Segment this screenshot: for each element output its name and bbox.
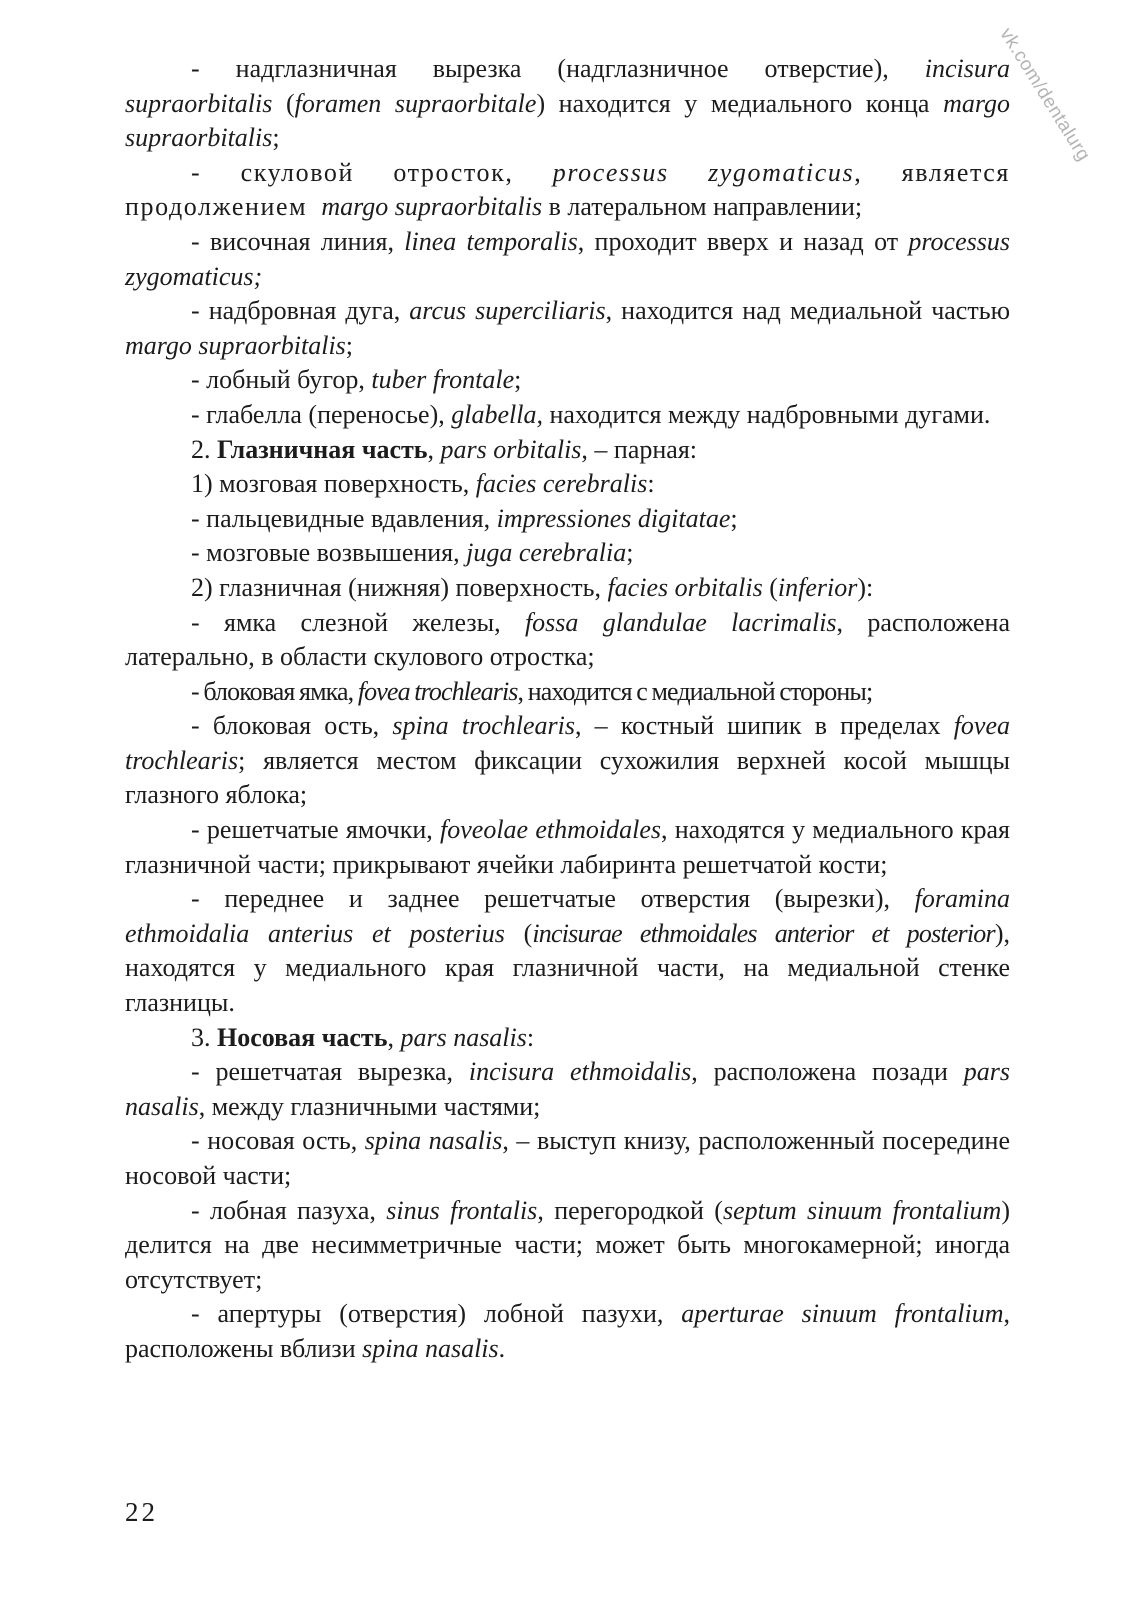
paragraph-impressiones-digitatae <box>125 502 1010 537</box>
latin-term: spina trochlearis <box>392 711 575 741</box>
text-run: - переднее и заднее решетчатые отверстия (вырезки), <box>191 884 915 914</box>
paragraph-foveolae-ethmoidales <box>125 813 1010 882</box>
latin-term: inferior <box>777 572 858 602</box>
text-run: - лобная пазуха, <box>191 1195 387 1225</box>
text-run: - блоковая ость, <box>191 711 393 741</box>
text-run: , является продолжением <box>125 157 1010 222</box>
text-run: : <box>526 1022 535 1052</box>
text-run: , – выступ книзу, расположенный посередине носовой части; <box>125 1126 1010 1190</box>
paragraph-spina-nasalis <box>125 1124 1010 1193</box>
heading-pars-orbitalis <box>125 433 1010 468</box>
text-run: - височная линия, <box>191 226 405 256</box>
latin-term: processus zygomaticus; <box>125 226 1010 291</box>
text-run: находится между надбровными дугами. <box>542 399 991 429</box>
latin-term: fovea trochlearis <box>357 676 518 706</box>
latin-term: arcus superciliaris <box>409 296 606 326</box>
latin-term: margo supraorbitalis <box>125 88 1010 153</box>
text-run: ( <box>762 572 778 602</box>
paragraph-glabella <box>125 398 1010 433</box>
text-run: ) находится у медиального конца <box>536 88 944 118</box>
text-run: - мозговые возвышения, <box>191 538 467 568</box>
latin-term: septum sinuum frontalium <box>722 1195 1002 1225</box>
latin-term: spina nasalis <box>364 1126 503 1156</box>
text-run: - скуловой отросток, <box>191 157 553 187</box>
text-run: ( <box>504 918 533 948</box>
paragraph-incisura-ethmoidalis <box>125 1055 1010 1124</box>
latin-term: incisura ethmoidalis <box>468 1057 692 1087</box>
latin-term: incisurae ethmoidales anterior et posterior <box>532 918 995 948</box>
text-run: : <box>647 469 655 499</box>
text-run: 2) глазничная (нижняя) поверхность, <box>191 572 608 602</box>
latin-term: fovea trochlearis <box>125 711 1010 775</box>
text-run: . <box>498 1333 506 1363</box>
latin-term: aperturae sinuum frontalium <box>681 1299 1004 1329</box>
text-run: ( <box>272 88 295 118</box>
paragraph-sinus-frontalis <box>125 1194 1010 1298</box>
section-heading: Глазничная часть <box>217 434 428 464</box>
latin-term: impressiones digitatae <box>496 503 731 533</box>
latin-term: pars nasalis <box>125 1057 1010 1121</box>
heading-pars-nasalis <box>125 1021 1010 1056</box>
page-number: 22 <box>125 1497 158 1527</box>
paragraph-spina-trochlearis <box>125 709 1010 813</box>
text-run: - носовая ость, <box>191 1126 365 1156</box>
paragraph-fovea-trochlearis <box>125 675 1010 710</box>
text-run: - апертуры (отверстия) лобной пазухи, <box>191 1299 682 1329</box>
text-run: - ямка слезной железы, <box>191 607 525 637</box>
latin-term: facies orbitalis <box>607 572 763 602</box>
latin-term: juga cerebralia <box>466 538 627 568</box>
paragraph-facies-cerebralis <box>125 467 1010 502</box>
latin-term: linea temporalis <box>404 226 578 256</box>
text-run: ; <box>730 503 738 533</box>
latin-term: foveolae ethmoidales <box>440 815 661 845</box>
latin-term: tuber frontale <box>371 365 515 395</box>
paragraph-processus-zygomaticus <box>125 156 1010 225</box>
text-run: , расположена латерально, в области скулового отростка; <box>125 607 1010 672</box>
text-run: , находятся у медиального края глазничной части; прикрывают ячейки лабиринта решетчатой кости; <box>125 815 1011 879</box>
page-body-text <box>125 52 1010 1367</box>
text-run: ): <box>857 572 874 602</box>
text-run: , находится над медиальной частью <box>605 296 1010 326</box>
text-run: , между глазничными частями; <box>198 1091 541 1121</box>
latin-term: sinus frontalis <box>386 1195 538 1225</box>
text-run: - решетчатые ямочки, <box>191 815 441 845</box>
text-run: , <box>387 1022 401 1052</box>
text-run: в латеральном направлении; <box>542 192 863 222</box>
text-run: ; <box>345 330 354 360</box>
latin-term: margo supraorbitalis <box>125 330 346 360</box>
text-run: - лобный бугор, <box>191 365 372 395</box>
paragraph-foramina-ethmoidalia <box>125 882 1010 1020</box>
text-run: , расположена позади <box>691 1057 964 1087</box>
text-run: ) делится на две несимметричные части; может быть многокамерной; иногда отсутствует; <box>125 1195 1010 1294</box>
latin-term: fossa glandulae lacrimalis <box>524 607 837 637</box>
paragraph-linea-temporalis <box>125 225 1010 294</box>
latin-term: incisura supraorbitalis <box>125 54 1010 118</box>
paragraph-juga-cerebralia <box>125 536 1010 571</box>
text-run: 1) мозговая поверхность, <box>191 469 476 499</box>
latin-term: glabella, <box>451 399 543 429</box>
latin-term: margo supraorbitalis <box>321 192 543 222</box>
text-run: - блоковая ямка, <box>191 676 358 706</box>
paragraph-fossa-glandulae-lacrimalis <box>125 606 1010 675</box>
text-run: 3. <box>191 1022 217 1052</box>
text-run: ; <box>514 365 522 395</box>
watermark-text: vk.com/dentalurg <box>995 24 1095 166</box>
paragraph-incisura-supraorbitalis <box>125 52 1010 156</box>
latin-term: foramen supraorbitale <box>294 88 537 118</box>
text-run: ; <box>272 123 280 153</box>
section-heading: Носовая часть <box>217 1022 388 1052</box>
text-run: ), находятся у медиального края глазничной части, на медиальной стенке глазницы. <box>125 918 1010 1018</box>
text-run: , расположены вблизи <box>125 1299 1011 1363</box>
text-run: ; <box>626 538 634 568</box>
text-run: , перегородкой ( <box>537 1195 723 1225</box>
text-run: - надглазничная вырезка (надглазничное отверстие), <box>191 54 925 83</box>
text-run: - надбровная дуга, <box>191 296 410 326</box>
text-run: 2. <box>191 434 217 464</box>
text-run: - решетчатая вырезка, <box>191 1057 469 1087</box>
text-run: , – костный шипик в пределах <box>575 711 954 741</box>
paragraph-arcus-superciliaris <box>125 294 1010 363</box>
latin-term: pars nasalis <box>400 1022 527 1052</box>
latin-term: spina nasalis <box>362 1333 499 1363</box>
paragraph-aperturae-sinuum <box>125 1297 1010 1366</box>
latin-term: processus zygomaticus <box>552 157 855 187</box>
paragraph-tuber-frontale <box>125 363 1010 398</box>
paragraph-facies-orbitalis <box>125 571 1010 606</box>
text-run: , находится с медиальной стороны; <box>517 676 873 706</box>
latin-term: facies cerebralis <box>475 469 648 499</box>
latin-term: pars orbitalis <box>440 434 582 464</box>
text-run: , <box>427 434 441 464</box>
text-run: - пальцевидные вдавления, <box>191 503 497 533</box>
text-run: - глабелла (переносье), <box>191 399 452 429</box>
text-run: , проходит вверх и назад от <box>577 226 909 256</box>
text-run: ; является местом фиксации сухожилия верхней косой мышцы глазного яблока; <box>125 745 1010 810</box>
text-run: , – парная: <box>581 434 698 464</box>
latin-term: foramina ethmoidalia anterius et posterius <box>125 884 1010 948</box>
